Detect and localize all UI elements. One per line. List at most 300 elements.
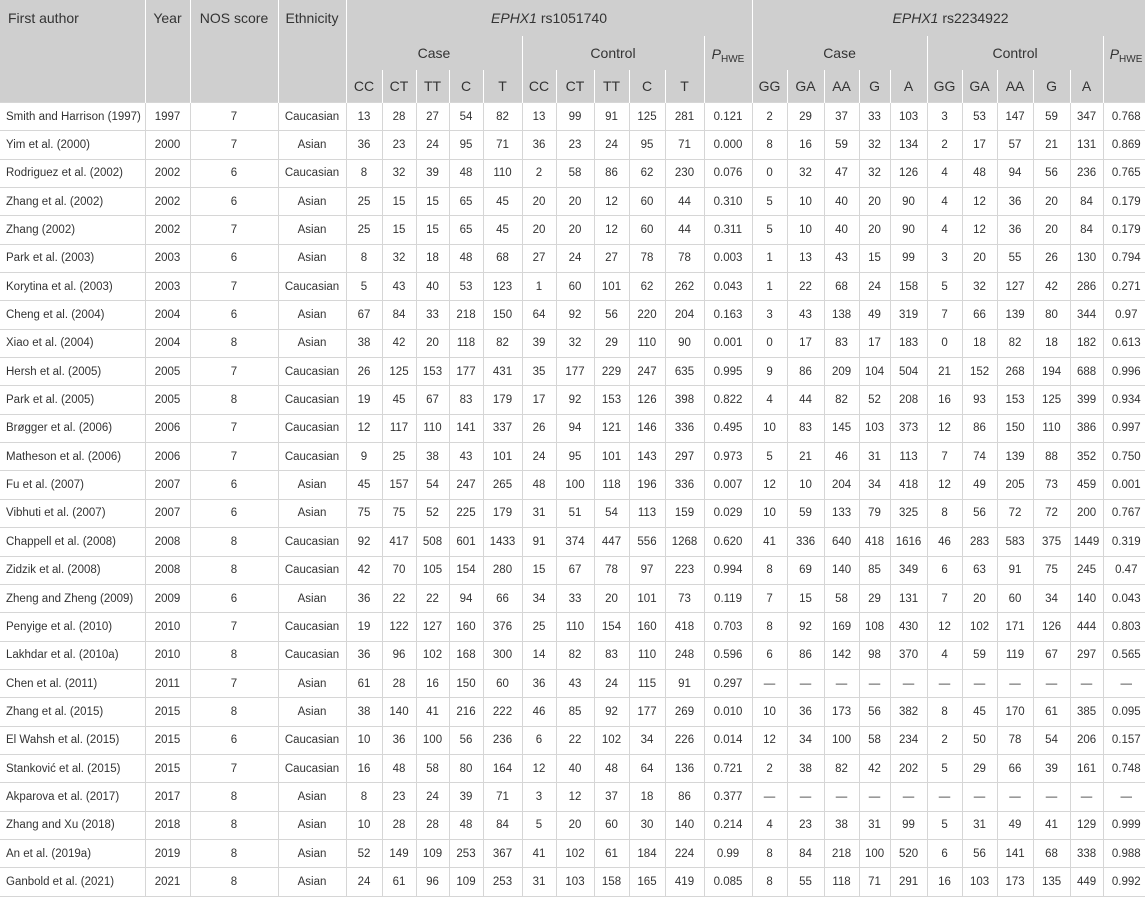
snp2-control-header: Control bbox=[927, 36, 1103, 70]
table-cell: 6 bbox=[190, 471, 278, 499]
snp1-case-c-header: C bbox=[449, 70, 483, 103]
table-cell: 82 bbox=[483, 103, 522, 131]
table-cell: — bbox=[1103, 783, 1145, 811]
table-cell: 0.97 bbox=[1103, 301, 1145, 329]
table-cell: 204 bbox=[665, 301, 704, 329]
table-cell: 0.973 bbox=[704, 443, 752, 471]
table-cell: 13 bbox=[346, 103, 382, 131]
table-cell: 352 bbox=[1070, 443, 1103, 471]
table-cell: 2005 bbox=[145, 358, 190, 386]
table-cell: 96 bbox=[416, 868, 449, 896]
table-cell: 0 bbox=[752, 159, 787, 187]
table-cell: 102 bbox=[556, 839, 594, 867]
table-cell: 67 bbox=[1033, 641, 1070, 669]
table-cell: 53 bbox=[962, 103, 997, 131]
snp2-control-a-header: A bbox=[1070, 70, 1103, 103]
table-cell: 4 bbox=[927, 216, 962, 244]
table-cell: 0.029 bbox=[704, 499, 752, 527]
table-cell: 54 bbox=[449, 103, 483, 131]
table-cell: 0.311 bbox=[704, 216, 752, 244]
table-cell: 118 bbox=[449, 329, 483, 357]
table-cell: 46 bbox=[927, 528, 962, 556]
table-row bbox=[0, 414, 1145, 442]
table-cell: 30 bbox=[629, 811, 665, 839]
table-cell: 0.319 bbox=[1103, 528, 1145, 556]
table-cell: Caucasian bbox=[278, 726, 346, 754]
table-cell: 164 bbox=[483, 754, 522, 782]
table-cell: 6 bbox=[190, 584, 278, 612]
table-cell: 386 bbox=[1070, 414, 1103, 442]
table-cell: 24 bbox=[522, 443, 556, 471]
table-cell: 265 bbox=[483, 471, 522, 499]
table-cell: 34 bbox=[522, 584, 556, 612]
table-cell: 118 bbox=[594, 471, 629, 499]
table-row bbox=[0, 386, 1145, 414]
table-cell: 418 bbox=[890, 471, 927, 499]
table-cell: 25 bbox=[382, 443, 416, 471]
table-cell: 28 bbox=[382, 103, 416, 131]
table-cell: 12 bbox=[752, 471, 787, 499]
table-cell: 10 bbox=[752, 499, 787, 527]
table-cell: 79 bbox=[859, 499, 890, 527]
table-cell: 7 bbox=[190, 414, 278, 442]
table-cell: 31 bbox=[962, 811, 997, 839]
table-cell: 8 bbox=[190, 783, 278, 811]
table-cell: 17 bbox=[522, 386, 556, 414]
table-cell: — bbox=[1070, 669, 1103, 697]
table-cell: 48 bbox=[382, 754, 416, 782]
table-cell: 385 bbox=[1070, 698, 1103, 726]
table-cell: 344 bbox=[1070, 301, 1103, 329]
table-cell: 61 bbox=[1033, 698, 1070, 726]
table-cell: 2006 bbox=[145, 443, 190, 471]
table-row bbox=[0, 726, 1145, 754]
table-cell: 6 bbox=[190, 726, 278, 754]
table-cell: 2015 bbox=[145, 726, 190, 754]
table-cell: 325 bbox=[890, 499, 927, 527]
table-cell: 40 bbox=[824, 188, 859, 216]
author-cell: Park et al. (2003) bbox=[0, 244, 145, 272]
table-cell: 26 bbox=[1033, 244, 1070, 272]
table-cell: 0.748 bbox=[1103, 754, 1145, 782]
table-cell: 20 bbox=[522, 216, 556, 244]
table-cell: 18 bbox=[962, 329, 997, 357]
table-cell: 135 bbox=[1033, 868, 1070, 896]
table-cell: 177 bbox=[449, 358, 483, 386]
table-cell: 149 bbox=[382, 839, 416, 867]
table-cell: 43 bbox=[824, 244, 859, 272]
table-cell: 36 bbox=[522, 131, 556, 159]
table-cell: 3 bbox=[927, 244, 962, 272]
table-cell: 281 bbox=[665, 103, 704, 131]
table-cell: 2010 bbox=[145, 613, 190, 641]
table-cell: — bbox=[1033, 669, 1070, 697]
author-cell: Vibhuti et al. (2007) bbox=[0, 499, 145, 527]
table-cell: 103 bbox=[556, 868, 594, 896]
table-cell: 12 bbox=[962, 216, 997, 244]
table-cell: 48 bbox=[449, 811, 483, 839]
table-row bbox=[0, 329, 1145, 357]
table-cell: 2 bbox=[522, 159, 556, 187]
table-cell: 51 bbox=[556, 499, 594, 527]
table-row bbox=[0, 556, 1145, 584]
table-cell: 68 bbox=[1033, 839, 1070, 867]
table-cell: Asian bbox=[278, 131, 346, 159]
table-cell: 84 bbox=[787, 839, 824, 867]
table-cell: 158 bbox=[890, 273, 927, 301]
table-cell: 5 bbox=[346, 273, 382, 301]
table-cell: 68 bbox=[483, 244, 522, 272]
col-first-author: First author bbox=[0, 0, 145, 103]
table-cell: 24 bbox=[859, 273, 890, 301]
table-cell: 110 bbox=[629, 329, 665, 357]
table-cell: 75 bbox=[346, 499, 382, 527]
table-cell: 38 bbox=[346, 698, 382, 726]
table-cell: 173 bbox=[997, 868, 1033, 896]
table-cell: 60 bbox=[594, 811, 629, 839]
table-cell: 48 bbox=[522, 471, 556, 499]
table-cell: 688 bbox=[1070, 358, 1103, 386]
table-cell: — bbox=[962, 669, 997, 697]
table-cell: 82 bbox=[824, 754, 859, 782]
table-cell: 234 bbox=[890, 726, 927, 754]
table-cell: 2015 bbox=[145, 698, 190, 726]
table-cell: 54 bbox=[416, 471, 449, 499]
table-cell: Asian bbox=[278, 499, 346, 527]
snp1-case-tt-header: TT bbox=[416, 70, 449, 103]
table-cell: 97 bbox=[629, 556, 665, 584]
table-cell: 61 bbox=[382, 868, 416, 896]
table-cell: 104 bbox=[859, 358, 890, 386]
table-cell: 19 bbox=[346, 613, 382, 641]
table-cell: Asian bbox=[278, 216, 346, 244]
table-cell: 82 bbox=[997, 329, 1033, 357]
table-cell: 16 bbox=[927, 386, 962, 414]
table-cell: 7 bbox=[190, 669, 278, 697]
table-cell: 459 bbox=[1070, 471, 1103, 499]
table-cell: Caucasian bbox=[278, 273, 346, 301]
table-cell: 26 bbox=[522, 414, 556, 442]
table-cell: — bbox=[997, 783, 1033, 811]
table-cell: 60 bbox=[556, 273, 594, 301]
table-cell: 183 bbox=[890, 329, 927, 357]
table-cell: 43 bbox=[787, 301, 824, 329]
table-cell: 136 bbox=[665, 754, 704, 782]
table-cell: 32 bbox=[859, 159, 890, 187]
author-cell: Smith and Harrison (1997) bbox=[0, 103, 145, 131]
table-cell: 1433 bbox=[483, 528, 522, 556]
author-cell: Brøgger et al. (2006) bbox=[0, 414, 145, 442]
table-cell: 1268 bbox=[665, 528, 704, 556]
table-cell: 103 bbox=[962, 868, 997, 896]
table-cell: Asian bbox=[278, 811, 346, 839]
table-cell: 140 bbox=[824, 556, 859, 584]
table-cell: 253 bbox=[483, 868, 522, 896]
table-cell: 78 bbox=[594, 556, 629, 584]
table-cell: 92 bbox=[346, 528, 382, 556]
table-cell: 0.992 bbox=[1103, 868, 1145, 896]
table-cell: 291 bbox=[890, 868, 927, 896]
table-cell: 71 bbox=[665, 131, 704, 159]
table-row bbox=[0, 131, 1145, 159]
table-cell: 103 bbox=[890, 103, 927, 131]
table-cell: 8 bbox=[190, 698, 278, 726]
table-cell: 71 bbox=[483, 131, 522, 159]
table-cell: 0.768 bbox=[1103, 103, 1145, 131]
table-cell: 34 bbox=[859, 471, 890, 499]
table-cell: 17 bbox=[859, 329, 890, 357]
snp1-control-c-header: C bbox=[629, 70, 665, 103]
table-cell: Asian bbox=[278, 244, 346, 272]
table-cell: 171 bbox=[997, 613, 1033, 641]
table-cell: 66 bbox=[483, 584, 522, 612]
table-cell: 1449 bbox=[1070, 528, 1103, 556]
table-cell: 42 bbox=[382, 329, 416, 357]
author-cell: Stanković et al. (2015) bbox=[0, 754, 145, 782]
table-cell: 129 bbox=[1070, 811, 1103, 839]
table-cell: 40 bbox=[416, 273, 449, 301]
table-cell: 338 bbox=[1070, 839, 1103, 867]
author-cell: Chappell et al. (2008) bbox=[0, 528, 145, 556]
table-cell: 92 bbox=[556, 301, 594, 329]
table-cell: 640 bbox=[824, 528, 859, 556]
table-cell: 34 bbox=[787, 726, 824, 754]
table-cell: 8 bbox=[346, 159, 382, 187]
table-cell: 93 bbox=[962, 386, 997, 414]
table-cell: 0.010 bbox=[704, 698, 752, 726]
table-cell: 41 bbox=[416, 698, 449, 726]
table-cell: 69 bbox=[787, 556, 824, 584]
table-cell: 10 bbox=[787, 216, 824, 244]
table-cell: 75 bbox=[1033, 556, 1070, 584]
table-cell: 139 bbox=[997, 443, 1033, 471]
table-cell: 431 bbox=[483, 358, 522, 386]
table-cell: 0.99 bbox=[704, 839, 752, 867]
table-cell: 22 bbox=[416, 584, 449, 612]
table-cell: 91 bbox=[594, 103, 629, 131]
table-cell: 4 bbox=[927, 159, 962, 187]
table-cell: 122 bbox=[382, 613, 416, 641]
table-cell: 2002 bbox=[145, 188, 190, 216]
table-cell: 54 bbox=[1033, 726, 1070, 754]
author-cell: Yim et al. (2000) bbox=[0, 131, 145, 159]
table-cell: 7 bbox=[190, 358, 278, 386]
table-cell: 225 bbox=[449, 499, 483, 527]
table-cell: 125 bbox=[382, 358, 416, 386]
table-cell: 20 bbox=[1033, 188, 1070, 216]
table-cell: 21 bbox=[1033, 131, 1070, 159]
table-cell: Caucasian bbox=[278, 613, 346, 641]
table-cell: 7 bbox=[190, 613, 278, 641]
table-cell: 286 bbox=[1070, 273, 1103, 301]
table-cell: 2010 bbox=[145, 641, 190, 669]
table-cell: 2003 bbox=[145, 273, 190, 301]
author-cell: Akparova et al. (2017) bbox=[0, 783, 145, 811]
table-cell: 1616 bbox=[890, 528, 927, 556]
table-cell: 0.934 bbox=[1103, 386, 1145, 414]
table-cell: 82 bbox=[483, 329, 522, 357]
table-cell: 100 bbox=[824, 726, 859, 754]
table-cell: 15 bbox=[787, 584, 824, 612]
table-cell: 0.043 bbox=[1103, 584, 1145, 612]
col-year: Year bbox=[145, 0, 190, 103]
table-cell: 86 bbox=[594, 159, 629, 187]
table-cell: 52 bbox=[859, 386, 890, 414]
table-cell: 9 bbox=[346, 443, 382, 471]
table-cell: 159 bbox=[665, 499, 704, 527]
table-cell: 0.995 bbox=[704, 358, 752, 386]
table-row bbox=[0, 783, 1145, 811]
table-cell: 40 bbox=[824, 216, 859, 244]
table-cell: 16 bbox=[787, 131, 824, 159]
table-cell: 127 bbox=[997, 273, 1033, 301]
table-cell: 0.869 bbox=[1103, 131, 1145, 159]
table-cell: 10 bbox=[787, 188, 824, 216]
table-cell: 20 bbox=[556, 216, 594, 244]
table-cell: 41 bbox=[1033, 811, 1070, 839]
table-cell: 67 bbox=[346, 301, 382, 329]
table-cell: 419 bbox=[665, 868, 704, 896]
table-cell: 0.996 bbox=[1103, 358, 1145, 386]
table-cell: 49 bbox=[859, 301, 890, 329]
table-cell: 6 bbox=[190, 301, 278, 329]
table-cell: Caucasian bbox=[278, 103, 346, 131]
table-cell: 131 bbox=[1070, 131, 1103, 159]
table-cell: 196 bbox=[629, 471, 665, 499]
table-cell: 86 bbox=[665, 783, 704, 811]
table-cell: 20 bbox=[522, 188, 556, 216]
table-cell: 2 bbox=[752, 103, 787, 131]
table-cell: 10 bbox=[346, 726, 382, 754]
table-cell: 0.822 bbox=[704, 386, 752, 414]
table-cell: 20 bbox=[859, 216, 890, 244]
author-cell: Penyige et al. (2010) bbox=[0, 613, 145, 641]
table-cell: 65 bbox=[449, 188, 483, 216]
table-cell: 19 bbox=[346, 386, 382, 414]
table-cell: 4 bbox=[927, 188, 962, 216]
table-cell: 23 bbox=[382, 131, 416, 159]
table-cell: 42 bbox=[1033, 273, 1070, 301]
table-cell: 134 bbox=[890, 131, 927, 159]
table-cell: 16 bbox=[346, 754, 382, 782]
table-cell: Caucasian bbox=[278, 754, 346, 782]
table-cell: 44 bbox=[787, 386, 824, 414]
table-cell: 45 bbox=[346, 471, 382, 499]
table-cell: 8 bbox=[190, 641, 278, 669]
table-cell: 2004 bbox=[145, 301, 190, 329]
table-cell: 23 bbox=[382, 783, 416, 811]
table-cell: 7 bbox=[190, 131, 278, 159]
table-cell: 170 bbox=[997, 698, 1033, 726]
table-cell: 8 bbox=[190, 386, 278, 414]
table-cell: 84 bbox=[483, 811, 522, 839]
table-cell: 91 bbox=[522, 528, 556, 556]
table-cell: 8 bbox=[752, 556, 787, 584]
author-cell: Korytina et al. (2003) bbox=[0, 273, 145, 301]
table-cell: — bbox=[859, 669, 890, 697]
table-cell: 20 bbox=[594, 584, 629, 612]
table-cell: 49 bbox=[962, 471, 997, 499]
table-cell: 31 bbox=[522, 868, 556, 896]
table-cell: 27 bbox=[522, 244, 556, 272]
snp2-control-ga-header: GA bbox=[962, 70, 997, 103]
snp2-case-g-header: G bbox=[859, 70, 890, 103]
table-cell: 92 bbox=[787, 613, 824, 641]
snp1-case-ct-header: CT bbox=[382, 70, 416, 103]
table-cell: 32 bbox=[787, 159, 824, 187]
table-cell: 82 bbox=[824, 386, 859, 414]
table-cell: 2018 bbox=[145, 811, 190, 839]
table-cell: 145 bbox=[824, 414, 859, 442]
table-cell: Caucasian bbox=[278, 641, 346, 669]
table-cell: 94 bbox=[556, 414, 594, 442]
table-cell: 78 bbox=[665, 244, 704, 272]
snp1-control-cc-header: CC bbox=[522, 70, 556, 103]
snp1-case-t-header: T bbox=[483, 70, 522, 103]
table-row bbox=[0, 669, 1145, 697]
table-cell: 56 bbox=[449, 726, 483, 754]
table-cell: 179 bbox=[483, 499, 522, 527]
table-cell: 202 bbox=[890, 754, 927, 782]
table-cell: 0.803 bbox=[1103, 613, 1145, 641]
table-cell: 6 bbox=[190, 159, 278, 187]
table-cell: Asian bbox=[278, 783, 346, 811]
table-cell: 62 bbox=[629, 159, 665, 187]
table-cell: 0.613 bbox=[1103, 329, 1145, 357]
table-row bbox=[0, 584, 1145, 612]
table-cell: 208 bbox=[890, 386, 927, 414]
author-cell: Ganbold et al. (2021) bbox=[0, 868, 145, 896]
table-cell: 86 bbox=[787, 641, 824, 669]
table-cell: 165 bbox=[629, 868, 665, 896]
table-cell: 2006 bbox=[145, 414, 190, 442]
table-cell: 24 bbox=[416, 131, 449, 159]
table-cell: 0.988 bbox=[1103, 839, 1145, 867]
table-cell: 8 bbox=[190, 329, 278, 357]
table-cell: 12 bbox=[346, 414, 382, 442]
table-cell: 204 bbox=[824, 471, 859, 499]
table-cell: 36 bbox=[346, 641, 382, 669]
table-cell: 44 bbox=[665, 188, 704, 216]
table-cell: Asian bbox=[278, 584, 346, 612]
table-cell: 20 bbox=[859, 188, 890, 216]
table-cell: 6 bbox=[190, 499, 278, 527]
table-cell: 236 bbox=[483, 726, 522, 754]
table-cell: 45 bbox=[962, 698, 997, 726]
table-cell: 247 bbox=[629, 358, 665, 386]
table-cell: 47 bbox=[824, 159, 859, 187]
table-cell: 86 bbox=[787, 358, 824, 386]
table-cell: 0.157 bbox=[1103, 726, 1145, 754]
author-cell: Rodriguez et al. (2002) bbox=[0, 159, 145, 187]
table-cell: 2009 bbox=[145, 584, 190, 612]
table-cell: 0.119 bbox=[704, 584, 752, 612]
table-row bbox=[0, 103, 1145, 131]
table-cell: Caucasian bbox=[278, 159, 346, 187]
table-cell: 0.001 bbox=[1103, 471, 1145, 499]
table-cell: 158 bbox=[594, 868, 629, 896]
table-cell: 4 bbox=[752, 811, 787, 839]
table-cell: 153 bbox=[997, 386, 1033, 414]
table-cell: 7 bbox=[190, 443, 278, 471]
table-cell: 80 bbox=[1033, 301, 1070, 329]
table-cell: 131 bbox=[890, 584, 927, 612]
table-cell: 36 bbox=[997, 188, 1033, 216]
table-cell: 2015 bbox=[145, 754, 190, 782]
table-cell: 34 bbox=[629, 726, 665, 754]
table-cell: 8 bbox=[190, 811, 278, 839]
table-cell: 8 bbox=[190, 556, 278, 584]
